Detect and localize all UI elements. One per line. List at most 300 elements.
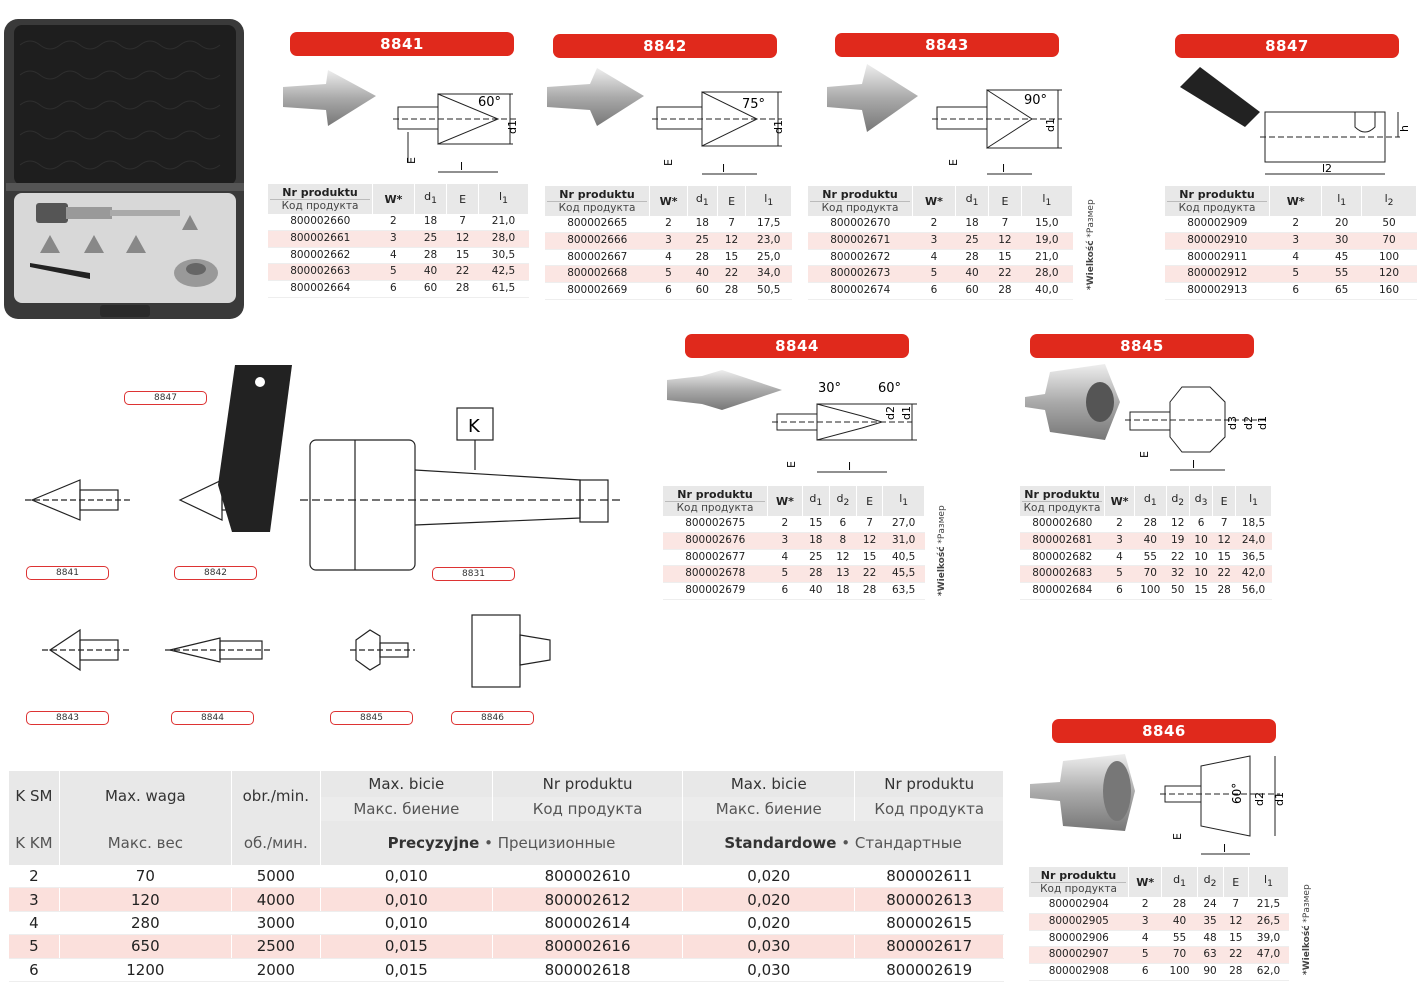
table-cell: 800002615 (855, 911, 1004, 934)
table-row (545, 232, 792, 249)
main-spec-table: K SM Max. waga obr./min. Max. bicie Nr produktu Max. bicie Nr produktu Макс. биение Код продукта Макс. биение Код продукта K KM Макс. вес об./мин. Precyzyjne • Прецизионные Standardowe • Стандартные 2 70 5000 0,010 800002610 0,020 800002611 3 120 4000 0,010 800002612 0,020 800002613 4 280 3000 0,010 800002614 0,020 800002615 5 650 2500 0,015 800002616 0,030 800002617 6 1200 2000 0,015 800002618 0,030 800002619 (9, 771, 1004, 982)
table-row (808, 266, 1073, 283)
table-cell: 22 (1223, 947, 1248, 964)
table-row (268, 230, 529, 247)
table-cell: 55 (1162, 930, 1197, 947)
table-cell: 19 (1166, 532, 1189, 549)
table-cell: 28,0 (478, 230, 528, 247)
table-cell: 2000 (231, 958, 320, 981)
table-row (545, 216, 792, 232)
table-cell: 800002677 (663, 549, 768, 566)
table-cell: 800002612 (492, 888, 682, 911)
table-cell: 28 (414, 247, 447, 264)
table-cell: 0,015 (320, 958, 492, 981)
table-cell: 3 (373, 230, 415, 247)
table-cell: 5 (9, 935, 59, 958)
table-cell: 5000 (231, 865, 320, 888)
table-cell: 0,020 (683, 888, 855, 911)
table-cell: 800002911 (1165, 249, 1270, 266)
table-cell: 800002912 (1165, 266, 1270, 283)
table-cell: 25 (955, 232, 988, 249)
model-8844-angle2: 60° (878, 381, 902, 396)
table-cell: 22 (1166, 549, 1189, 566)
table-cell: 120 (1362, 266, 1417, 283)
model-8846-angle: 60° (1230, 782, 1244, 804)
table-cell: 7 (1213, 516, 1236, 532)
table-row (545, 266, 792, 283)
table-cell: 70 (1162, 947, 1197, 964)
table-cell: 2 (9, 865, 59, 888)
table-row (1020, 516, 1272, 532)
table-cell: 12 (447, 230, 479, 247)
table-cell: 50 (1362, 216, 1417, 232)
table-cell: 30 (1322, 232, 1362, 249)
table-cell: 28 (1223, 964, 1248, 981)
table-cell: 2 (1105, 516, 1135, 532)
table-cell: 12 (989, 232, 1022, 249)
table-cell: 60 (688, 283, 718, 300)
table-cell: 70 (1362, 232, 1417, 249)
svg-text:d1: d1 (506, 120, 519, 134)
table-cell: 800002669 (545, 283, 650, 300)
table-cell: 25 (802, 549, 829, 566)
table-cell: 10 (1189, 549, 1212, 566)
table-cell: 28 (447, 281, 479, 298)
table-row (808, 283, 1073, 300)
table-cell: 39,0 (1248, 930, 1288, 947)
tag-8841: 8841 (26, 566, 109, 580)
table-cell: 650 (59, 935, 231, 958)
table-cell: 3 (1105, 532, 1135, 549)
svg-text:l: l (1192, 458, 1196, 471)
svg-text:d1: d1 (772, 120, 785, 134)
table-cell: 28 (802, 566, 829, 583)
table-8843: Nr produktu Код продукта W* $d_1$ E $l_1$ 800002670 2 18 7 15,0 800002671 3 25 12 19,0 800002672 4 28 15 21,0 800002673 5 40 22 28,0 800002674 6 60 28 40,0 (808, 186, 1073, 300)
table-cell: 0,010 (320, 888, 492, 911)
table-cell: 25,0 (746, 249, 792, 266)
table-cell: 7 (856, 516, 882, 532)
size-note-3: *Wielkość *Размер (1302, 884, 1312, 975)
table-cell: 40 (414, 264, 447, 281)
tag-8845: 8845 (330, 711, 413, 725)
table-cell: 800002616 (492, 935, 682, 958)
table-cell: 8 (829, 532, 856, 549)
table-cell: 28 (688, 249, 718, 266)
model-8843-angle: 90° (1024, 93, 1048, 108)
tag-8831: 8831 (432, 567, 515, 581)
table-cell: 800002904 (1029, 897, 1129, 913)
svg-text:d1: d1 (900, 406, 913, 420)
table-cell: 15 (1213, 549, 1236, 566)
table-cell: 800002675 (663, 516, 768, 532)
table-cell: 5 (768, 566, 803, 583)
table-row (1029, 947, 1289, 964)
table-cell: 160 (1362, 283, 1417, 300)
table-cell: 22 (1213, 566, 1236, 583)
table-cell: 1200 (59, 958, 231, 981)
table-cell: 3 (9, 888, 59, 911)
table-cell: 36,5 (1236, 549, 1272, 566)
model-8845-drawing (1020, 362, 1280, 482)
table-row (808, 216, 1073, 232)
table-row (1165, 283, 1417, 300)
table-8844: Nr produktu Код продукта W* $d_1$ $d_2$ E $l_1$ 800002675 2 15 6 7 27,0 800002676 3 18 8 12 31,0 800002677 4 25 12 15 40,5 800002678 5 28 13 22 45,5 800002679 6 40 18 28 63,5 (663, 486, 925, 600)
table-cell: 800002910 (1165, 232, 1270, 249)
table-cell: 70 (1135, 566, 1167, 583)
svg-text:l: l (722, 162, 726, 175)
table-cell: 5 (1105, 566, 1135, 583)
table-cell: 35 (1197, 913, 1223, 930)
table-cell: 800002613 (855, 888, 1004, 911)
table-cell: 63 (1197, 947, 1223, 964)
table-cell: 10 (1189, 532, 1212, 549)
table-cell: 12 (829, 549, 856, 566)
table-row (9, 935, 1004, 958)
table-cell: 40 (688, 266, 718, 283)
table-cell: 15 (802, 516, 829, 532)
assembly-diagram (20, 360, 620, 720)
table-cell: 0,020 (683, 911, 855, 934)
table-row (1020, 583, 1272, 600)
table-cell: 800002618 (492, 958, 682, 981)
model-8842-angle: 75° (742, 97, 766, 112)
table-row (663, 549, 925, 566)
table-cell: 5 (650, 266, 688, 283)
table-cell: 21,0 (478, 214, 528, 230)
table-cell: 15 (1189, 583, 1212, 600)
table-cell: 22 (717, 266, 746, 283)
table-cell: 28 (989, 283, 1022, 300)
table-row (1020, 566, 1272, 583)
table-cell: 280 (59, 911, 231, 934)
table-row (1165, 216, 1417, 232)
table-cell: 3 (1270, 232, 1322, 249)
table-cell: 15 (989, 249, 1022, 266)
table-cell: 4 (1105, 549, 1135, 566)
table-row (268, 247, 529, 264)
table-cell: 55 (1135, 549, 1167, 566)
table-cell: 24 (1197, 897, 1223, 913)
table-cell: 800002681 (1020, 532, 1105, 549)
table-cell: 2 (1270, 216, 1322, 232)
table-cell: 800002610 (492, 865, 682, 888)
svg-text:d1: d1 (1273, 792, 1286, 806)
table-cell: 19,0 (1021, 232, 1072, 249)
svg-text:d2: d2 (1253, 792, 1266, 806)
table-cell: 50 (1166, 583, 1189, 600)
model-8842-title: 8842 (553, 34, 777, 58)
table-cell: 0,030 (683, 958, 855, 981)
table-cell: 15 (717, 249, 746, 266)
table-cell: 800002672 (808, 249, 913, 266)
table-cell: 5 (1270, 266, 1322, 283)
table-cell: 800002617 (855, 935, 1004, 958)
table-cell: 48 (1197, 930, 1223, 947)
table-cell: 800002663 (268, 264, 373, 281)
table-cell: 800002619 (855, 958, 1004, 981)
table-cell: 800002906 (1029, 930, 1129, 947)
k-label: K (468, 416, 480, 437)
table-cell: 800002660 (268, 214, 373, 230)
table-cell: 5 (373, 264, 415, 281)
tag-8843: 8843 (26, 711, 109, 725)
table-cell: 47,0 (1248, 947, 1288, 964)
table-cell: 3 (768, 532, 803, 549)
table-cell: 15 (1223, 930, 1248, 947)
table-cell: 31,0 (883, 532, 925, 549)
table-cell: 4 (913, 249, 956, 266)
table-cell: 45 (1322, 249, 1362, 266)
table-cell: 6 (650, 283, 688, 300)
table-cell: 800002680 (1020, 516, 1105, 532)
table-cell: 21,0 (1021, 249, 1072, 266)
table-cell: 65 (1322, 283, 1362, 300)
table-cell: 62,0 (1248, 964, 1288, 981)
table-cell: 6 (1270, 283, 1322, 300)
table-cell: 100 (1135, 583, 1167, 600)
svg-text:d1: d1 (1044, 118, 1057, 132)
table-cell: 63,5 (883, 583, 925, 600)
table-cell: 10 (1189, 566, 1212, 583)
table-cell: 18 (829, 583, 856, 600)
tool-case-photo (0, 15, 250, 327)
table-cell: 18 (688, 216, 718, 232)
table-8846: Nr produktu Код продукта W* $d_1$ $d_2$ E $l_1$ 800002904 2 28 24 7 21,5 800002905 3 40 35 12 26,5 800002906 4 55 48 15 39,0 800002907 5 70 63 22 47,0 800002908 6 100 90 28 62,0 (1029, 867, 1289, 981)
table-cell: 800002679 (663, 583, 768, 600)
table-cell: 0,020 (683, 865, 855, 888)
table-cell: 6 (1189, 516, 1212, 532)
table-cell: 60 (414, 281, 447, 298)
table-cell: 5 (1129, 947, 1162, 964)
table-cell: 6 (829, 516, 856, 532)
table-cell: 0,030 (683, 935, 855, 958)
table-cell: 6 (373, 281, 415, 298)
model-8846-drawing (1025, 746, 1295, 862)
model-8847-drawing (1170, 62, 1415, 180)
table-cell: 800002905 (1029, 913, 1129, 930)
table-cell: 800002683 (1020, 566, 1105, 583)
table-row (9, 911, 1004, 934)
svg-text:l: l (1223, 842, 1227, 855)
table-cell: 25 (414, 230, 447, 247)
svg-text:E: E (785, 461, 798, 468)
table-cell: 800002661 (268, 230, 373, 247)
table-cell: 800002907 (1029, 947, 1129, 964)
table-cell: 800002671 (808, 232, 913, 249)
table-row (663, 566, 925, 583)
table-row (1029, 897, 1289, 913)
table-row (545, 249, 792, 266)
table-cell: 2500 (231, 935, 320, 958)
svg-text:E: E (405, 157, 418, 164)
svg-text:l: l (460, 160, 464, 173)
table-cell: 28 (1162, 897, 1197, 913)
table-cell: 4 (650, 249, 688, 266)
table-cell: 42,0 (1236, 566, 1272, 583)
model-8844-drawing (662, 362, 927, 482)
table-cell: 7 (447, 214, 479, 230)
table-cell: 50,5 (746, 283, 792, 300)
table-cell: 90 (1197, 964, 1223, 981)
table-row (1029, 930, 1289, 947)
table-cell: 6 (768, 583, 803, 600)
table-row (1020, 549, 1272, 566)
model-8845-title: 8845 (1030, 334, 1254, 358)
table-cell: 20 (1322, 216, 1362, 232)
table-cell: 800002666 (545, 232, 650, 249)
table-cell: 22 (447, 264, 479, 281)
table-cell: 800002909 (1165, 216, 1270, 232)
tag-8844: 8844 (171, 711, 254, 725)
table-cell: 0,010 (320, 865, 492, 888)
table-cell: 800002684 (1020, 583, 1105, 600)
table-cell: 21,5 (1248, 897, 1288, 913)
model-8844-angle1: 30° (818, 381, 842, 396)
svg-text:h: h (1398, 125, 1411, 132)
table-cell: 12 (717, 232, 746, 249)
table-cell: 28 (955, 249, 988, 266)
table-cell: 800002670 (808, 216, 913, 232)
table-cell: 55 (1322, 266, 1362, 283)
table-cell: 4 (373, 247, 415, 264)
table-cell: 27,0 (883, 516, 925, 532)
table-8845: Nr produktu Код продукта W* $d_1$ $d_2$ $d_3$ E $l_1$ 800002680 2 28 12 6 7 18,5 800002681 3 40 19 10 12 24,0 800002682 4 55 22 10 15 36,5 800002683 5 70 32 10 22 42,0 800002684 6 100 50 15 28 56,0 (1020, 486, 1272, 600)
svg-text:d1: d1 (1256, 416, 1269, 430)
model-8842-drawing (542, 62, 792, 182)
table-cell: 800002668 (545, 266, 650, 283)
tag-8847: 8847 (124, 391, 207, 405)
table-cell: 6 (913, 283, 956, 300)
table-cell: 61,5 (478, 281, 528, 298)
table-cell: 6 (9, 958, 59, 981)
table-cell: 25 (688, 232, 718, 249)
table-8842: Nr produktu Код продукта W* $d_1$ E $l_1$ 800002665 2 18 7 17,5 800002666 3 25 12 23,0 800002667 4 28 15 25,0 800002668 5 40 22 34,0 800002669 6 60 28 50,5 (545, 186, 792, 300)
table-row (268, 214, 529, 230)
table-cell: 3 (913, 232, 956, 249)
table-row (9, 888, 1004, 911)
table-cell: 800002913 (1165, 283, 1270, 300)
table-cell: 2 (650, 216, 688, 232)
table-cell: 800002676 (663, 532, 768, 549)
table-row (663, 583, 925, 600)
table-row (268, 264, 529, 281)
table-cell: 34,0 (746, 266, 792, 283)
svg-text:E: E (1171, 833, 1184, 840)
table-cell: 4 (9, 911, 59, 934)
table-cell: 26,5 (1248, 913, 1288, 930)
table-cell: 800002682 (1020, 549, 1105, 566)
table-cell: 42,5 (478, 264, 528, 281)
model-8843-title: 8843 (835, 33, 1059, 57)
table-row (545, 283, 792, 300)
table-cell: 2 (768, 516, 803, 532)
table-row (1165, 249, 1417, 266)
table-cell: 23,0 (746, 232, 792, 249)
table-cell: 12 (856, 532, 882, 549)
table-cell: 28 (717, 283, 746, 300)
table-cell: 30,5 (478, 247, 528, 264)
table-cell: 7 (989, 216, 1022, 232)
table-cell: 3000 (231, 911, 320, 934)
table-cell: 22 (989, 266, 1022, 283)
table-cell: 800002665 (545, 216, 650, 232)
svg-text:l: l (848, 460, 852, 473)
table-cell: 40,0 (1021, 283, 1072, 300)
table-cell: 800002678 (663, 566, 768, 583)
table-cell: 28,0 (1021, 266, 1072, 283)
model-8841-drawing (278, 62, 528, 182)
table-cell: 60 (955, 283, 988, 300)
svg-text:E: E (1138, 451, 1151, 458)
table-cell: 6 (1129, 964, 1162, 981)
table-cell: 22 (856, 566, 882, 583)
table-cell: 3 (650, 232, 688, 249)
table-cell: 800002674 (808, 283, 913, 300)
table-cell: 17,5 (746, 216, 792, 232)
table-cell: 4 (1270, 249, 1322, 266)
model-8847-title: 8847 (1175, 34, 1399, 58)
table-cell: 28 (1213, 583, 1236, 600)
table-cell: 2 (1129, 897, 1162, 913)
svg-text:l: l (1002, 162, 1006, 175)
svg-text:d2: d2 (884, 406, 897, 420)
svg-text:d2: d2 (1242, 416, 1255, 430)
model-8844-title: 8844 (685, 334, 909, 358)
table-cell: 28 (856, 583, 882, 600)
table-cell: 70 (59, 865, 231, 888)
table-row (1165, 232, 1417, 249)
table-cell: 18 (802, 532, 829, 549)
model-8843-drawing (822, 62, 1072, 182)
table-row (808, 249, 1073, 266)
table-cell: 12 (1213, 532, 1236, 549)
model-8841-angle: 60° (478, 95, 502, 110)
table-cell: 13 (829, 566, 856, 583)
table-cell: 40 (955, 266, 988, 283)
model-8841-title: 8841 (290, 32, 514, 56)
table-cell: 40 (802, 583, 829, 600)
table-cell: 800002908 (1029, 964, 1129, 981)
table-cell: 56,0 (1236, 583, 1272, 600)
table-cell: 40,5 (883, 549, 925, 566)
table-cell: 15 (856, 549, 882, 566)
table-cell: 18 (414, 214, 447, 230)
table-cell: 45,5 (883, 566, 925, 583)
table-cell: 7 (717, 216, 746, 232)
table-cell: 800002611 (855, 865, 1004, 888)
size-note-1: *Wielkość *Размер (1086, 199, 1096, 290)
table-cell: 18 (955, 216, 988, 232)
tag-8842: 8842 (174, 566, 257, 580)
table-cell: 3 (1129, 913, 1162, 930)
table-cell: 2 (373, 214, 415, 230)
table-cell: 24,0 (1236, 532, 1272, 549)
table-cell: 12 (1223, 913, 1248, 930)
table-row (1029, 913, 1289, 930)
svg-text:E: E (947, 159, 960, 166)
table-cell: 120 (59, 888, 231, 911)
model-8846-title: 8846 (1052, 719, 1276, 743)
table-cell: 6 (1105, 583, 1135, 600)
size-note-2: *Wielkość *Размер (937, 505, 947, 596)
table-cell: 4000 (231, 888, 320, 911)
table-cell: 2 (913, 216, 956, 232)
table-cell: 100 (1362, 249, 1417, 266)
table-cell: 15 (447, 247, 479, 264)
table-cell: 0,015 (320, 935, 492, 958)
table-cell: 800002614 (492, 911, 682, 934)
svg-text:l2: l2 (1322, 162, 1333, 175)
